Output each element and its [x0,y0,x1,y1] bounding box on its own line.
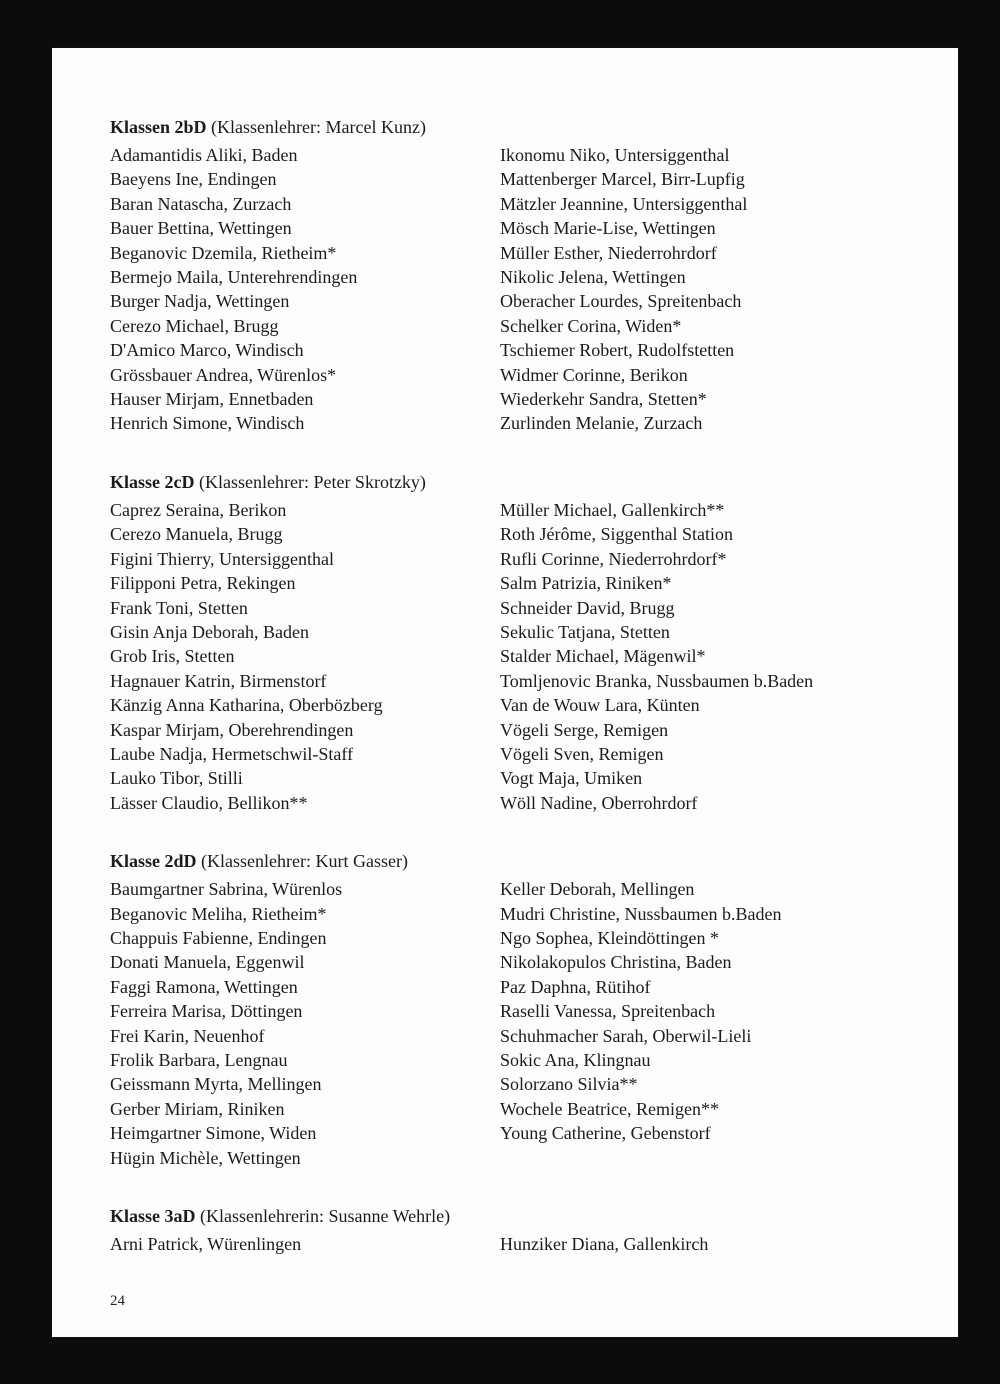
name-entry: Widmer Corinne, Berikon [500,364,688,385]
name-entry: Hauser Mirjam, Ennetbaden [110,389,314,410]
name-entry: Rufli Corinne, Niederrohrdorf* [500,548,727,569]
name-entry: Hagnauer Katrin, Birmenstorf [110,670,327,691]
name-entry: Roth Jérôme, Siggenthal Station [500,524,733,545]
name-entry: D'Amico Marco, Windisch [110,340,304,361]
name-entry: Laube Nadja, Hermetschwil-Staff [110,743,354,764]
class-section [110,115,918,436]
name-entry: Lauko Tibor, Stilli [110,768,243,789]
class-name: Klasse 3aD [110,1206,196,1227]
section-title [110,470,918,494]
name-columns [110,877,918,1170]
document-page [52,48,958,1337]
page-content [52,48,958,1310]
name-entry: Young Catherine, Gebenstorf [500,1123,711,1144]
name-entry: Gisin Anja Deborah, Baden [110,621,309,642]
name-entry: Mattenberger Marcel, Birr-Lupfig [500,169,745,190]
teacher-name: (Klassenlehrerin: Susanne Wehrle) [195,1206,451,1227]
teacher-name: (Klassenlehrer: Peter Skrotzky) [194,471,426,492]
name-entry: Grössbauer Andrea, Würenlos* [110,364,337,385]
class-section [110,849,918,1170]
name-entry: Mätzler Jeannine, Untersiggenthal [500,193,748,214]
name-entry: Wiederkehr Sandra, Stetten* [500,389,707,410]
name-entry: Nikolakopulos Christina, Baden [500,952,732,973]
class-name: Klasse 2dD [110,851,197,872]
class-name: Klasse 2cD [110,471,195,492]
name-entry: Müller Michael, Gallenkirch** [500,499,725,520]
name-entry: Figini Thierry, Untersiggenthal [110,548,334,569]
name-entry: Baran Natascha, Zurzach [110,193,292,214]
name-entry: Hügin Michèle, Wettingen [110,1147,301,1168]
name-entry: Chappuis Fabienne, Endingen [110,927,327,948]
name-entry: Müller Esther, Niederrohrdorf [500,242,717,263]
teacher-name: (Klassenlehrer: Kurt Gasser) [196,851,408,872]
name-column-left [110,143,500,436]
name-entry: Mudri Christine, Nussbaumen b.Baden [500,903,782,924]
name-column-right [500,498,918,815]
name-entry: Bermejo Maila, Unterehrendingen [110,267,358,288]
name-entry: Arni Patrick, Würenlingen [110,1234,302,1255]
name-columns [110,1232,918,1256]
class-section [110,1204,918,1256]
name-entry: Kaspar Mirjam, Oberehrendingen [110,719,354,740]
name-entry: Ngo Sophea, Kleindöttingen * [500,927,719,948]
name-entry: Vögeli Sven, Remigen [500,743,664,764]
name-entry: Lässer Claudio, Bellikon** [110,792,308,813]
name-entry: Donati Manuela, Eggenwil [110,952,305,973]
name-entry: Gerber Miriam, Riniken [110,1098,285,1119]
name-entry: Schelker Corina, Widen* [500,315,682,336]
name-column-left [110,877,500,1170]
name-entry: Bauer Bettina, Wettingen [110,218,292,239]
name-entry: Paz Daphna, Rütihof [500,976,651,997]
name-entry: Cerezo Manuela, Brugg [110,524,283,545]
name-entry: Frei Karin, Neuenhof [110,1025,265,1046]
teacher-name: (Klassenlehrer: Marcel Kunz) [206,117,426,137]
name-entry: Burger Nadja, Wettingen [110,291,290,312]
name-entry: Beganovic Meliha, Rietheim* [110,903,327,924]
name-entry: Solorzano Silvia** [500,1074,638,1095]
class-list [110,115,918,1256]
name-entry: Baeyens Ine, Endingen [110,169,277,190]
name-entry: Raselli Vanessa, Spreitenbach [500,1001,716,1022]
name-entry: Vögeli Serge, Remigen [500,719,669,740]
name-entry: Frank Toni, Stetten [110,597,248,618]
name-entry: Beganovic Dzemila, Rietheim* [110,242,337,263]
name-entry: Schneider David, Brugg [500,597,675,618]
name-entry: Heimgartner Simone, Widen [110,1123,317,1144]
name-entry: Oberacher Lourdes, Spreitenbach [500,291,742,312]
name-entry: Grob Iris, Stetten [110,646,235,667]
name-column-right [500,877,918,1170]
name-entry: Keller Deborah, Mellingen [500,879,695,900]
name-columns [110,143,918,436]
name-column-right [500,143,918,436]
name-entry: Stalder Michael, Mägenwil* [500,646,706,667]
name-columns [110,498,918,815]
name-entry: Salm Patrizia, Riniken* [500,573,672,594]
name-entry: Wöll Nadine, Oberrohrdorf [500,792,698,813]
name-entry: Caprez Seraina, Berikon [110,499,287,520]
name-entry: Sekulic Tatjana, Stetten [500,621,670,642]
section-title [110,115,918,139]
name-entry: Cerezo Michael, Brugg [110,315,279,336]
name-entry: Frolik Barbara, Lengnau [110,1050,288,1070]
page-number: 24 [110,1293,125,1310]
name-entry: Adamantidis Aliki, Baden [110,145,298,165]
name-entry: Schuhmacher Sarah, Oberwil-Lieli [500,1025,752,1046]
name-entry: Tomljenovic Branka, Nussbaumen b.Baden [500,670,814,691]
name-entry: Sokic Ana, Klingnau [500,1050,651,1070]
section-title [110,849,918,873]
name-entry: Nikolic Jelena, Wettingen [500,267,686,288]
name-entry: Faggi Ramona, Wettingen [110,976,298,997]
class-name: Klassen 2bD [110,117,207,137]
name-entry: Hunziker Diana, Gallenkirch [500,1234,709,1255]
name-entry: Ferreira Marisa, Döttingen [110,1001,303,1022]
name-column-left [110,1232,500,1256]
class-section [110,470,918,815]
section-title [110,1204,918,1228]
name-entry: Baumgartner Sabrina, Würenlos [110,879,343,900]
name-entry: Wochele Beatrice, Remigen** [500,1098,719,1119]
name-entry: Tschiemer Robert, Rudolfstetten [500,340,735,361]
name-entry: Henrich Simone, Windisch [110,413,305,434]
name-entry: Filipponi Petra, Rekingen [110,573,296,594]
name-entry: Geissmann Myrta, Mellingen [110,1074,322,1095]
name-entry: Zurlinden Melanie, Zurzach [500,413,703,434]
name-column-right [500,1232,918,1256]
name-entry: Vogt Maja, Umiken [500,768,643,789]
name-entry: Van de Wouw Lara, Künten [500,695,700,716]
name-entry: Ikonomu Niko, Untersiggenthal [500,145,730,165]
name-entry: Känzig Anna Katharina, Oberbözberg [110,695,383,716]
name-entry: Mösch Marie-Lise, Wettingen [500,218,716,239]
name-column-left [110,498,500,815]
